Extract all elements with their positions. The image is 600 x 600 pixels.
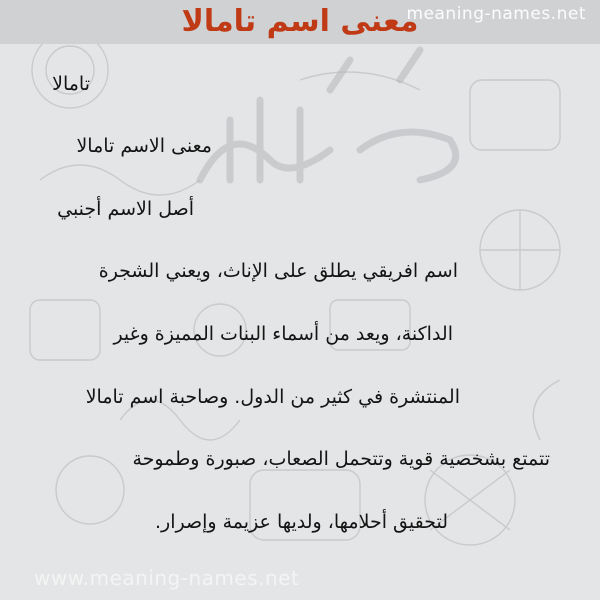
text-line-3: المنتشرة في كثير من الدول. وصاحبة اسم تامالا: [85, 386, 460, 408]
text-line-4: تتمتع بشخصية قوية وتتحمل الصعاب، صبورة وطموحة: [132, 448, 550, 470]
page-title: معنى اسم تامالا: [181, 4, 419, 39]
text-line-origin: أصل الاسم أجنبي: [57, 198, 194, 220]
watermark-bottom: www.meaning-names.net: [34, 566, 300, 590]
watermark-top: meaning-names.net: [406, 4, 586, 24]
text-line-meaning-heading: معنى الاسم تامالا: [76, 135, 212, 157]
text-line-name: تامالا: [52, 73, 90, 95]
text-line-1: اسم افريقي يطلق على الإناث، ويعني الشجرة: [98, 260, 458, 282]
text-line-5: لتحقيق أحلامها، ولديها عزيمة وإصرار.: [155, 511, 448, 533]
text-line-2: الداكنة، ويعد من أسماء البنات المميزة وغير: [113, 323, 453, 345]
